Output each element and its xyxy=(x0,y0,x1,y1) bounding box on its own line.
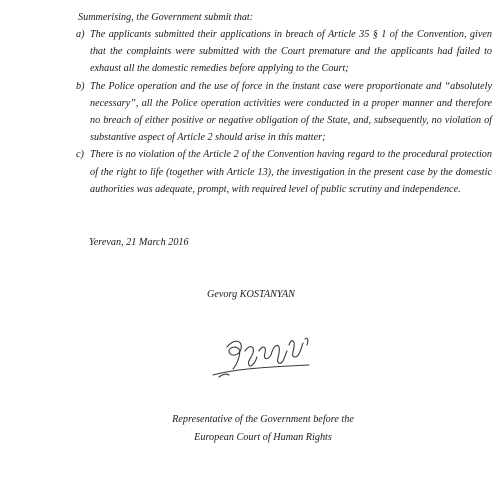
representative-title xyxy=(168,411,358,447)
list-item-text: The applicants submitted their applications in breach of Article 35 § 1 of the Convention, given that the complaints were submitted with the Court premature and the applicants had failed to exhaust all the domestic remedies before applying to the Court; xyxy=(90,29,492,75)
handwritten-signature-icon xyxy=(205,325,325,385)
list-item xyxy=(76,26,492,78)
list-item-text: There is no violation of the Article 2 of the Convention having regard to the procedural protection of the right to life (together with Article 13), the investigation in the present case by the domestic authorities was adequate, prompt, with required level of public scrutiny and independence. xyxy=(90,149,492,195)
submission-list xyxy=(76,26,492,198)
list-item-text: The Police operation and the use of force in the instant case were proportionate and “absolutely necessary”, all the Police operation activities were conducted in a proper manner and therefore no breach of either positive or negative obligation of the State, and, subsequently, no violation of substantive aspect of Article 2 should arise in this matter; xyxy=(90,80,492,144)
list-item-marker: c) xyxy=(76,149,84,161)
representative-line-1: Representative of the Government before the xyxy=(172,414,354,425)
place-and-date: Yerevan, 21 March 2016 xyxy=(89,237,189,248)
signatory-first-name: Gevorg xyxy=(207,289,238,300)
signatory-name xyxy=(207,288,319,302)
signatory-last-name: KOSTANYAN xyxy=(239,289,295,300)
summary-intro: Summerising, the Government submit that: xyxy=(78,12,254,23)
list-item-marker: b) xyxy=(76,80,85,92)
list-item-marker: a) xyxy=(76,29,85,40)
representative-line-2: European Court of Human Rights xyxy=(194,432,332,443)
list-item xyxy=(76,146,492,198)
list-item xyxy=(76,78,492,147)
